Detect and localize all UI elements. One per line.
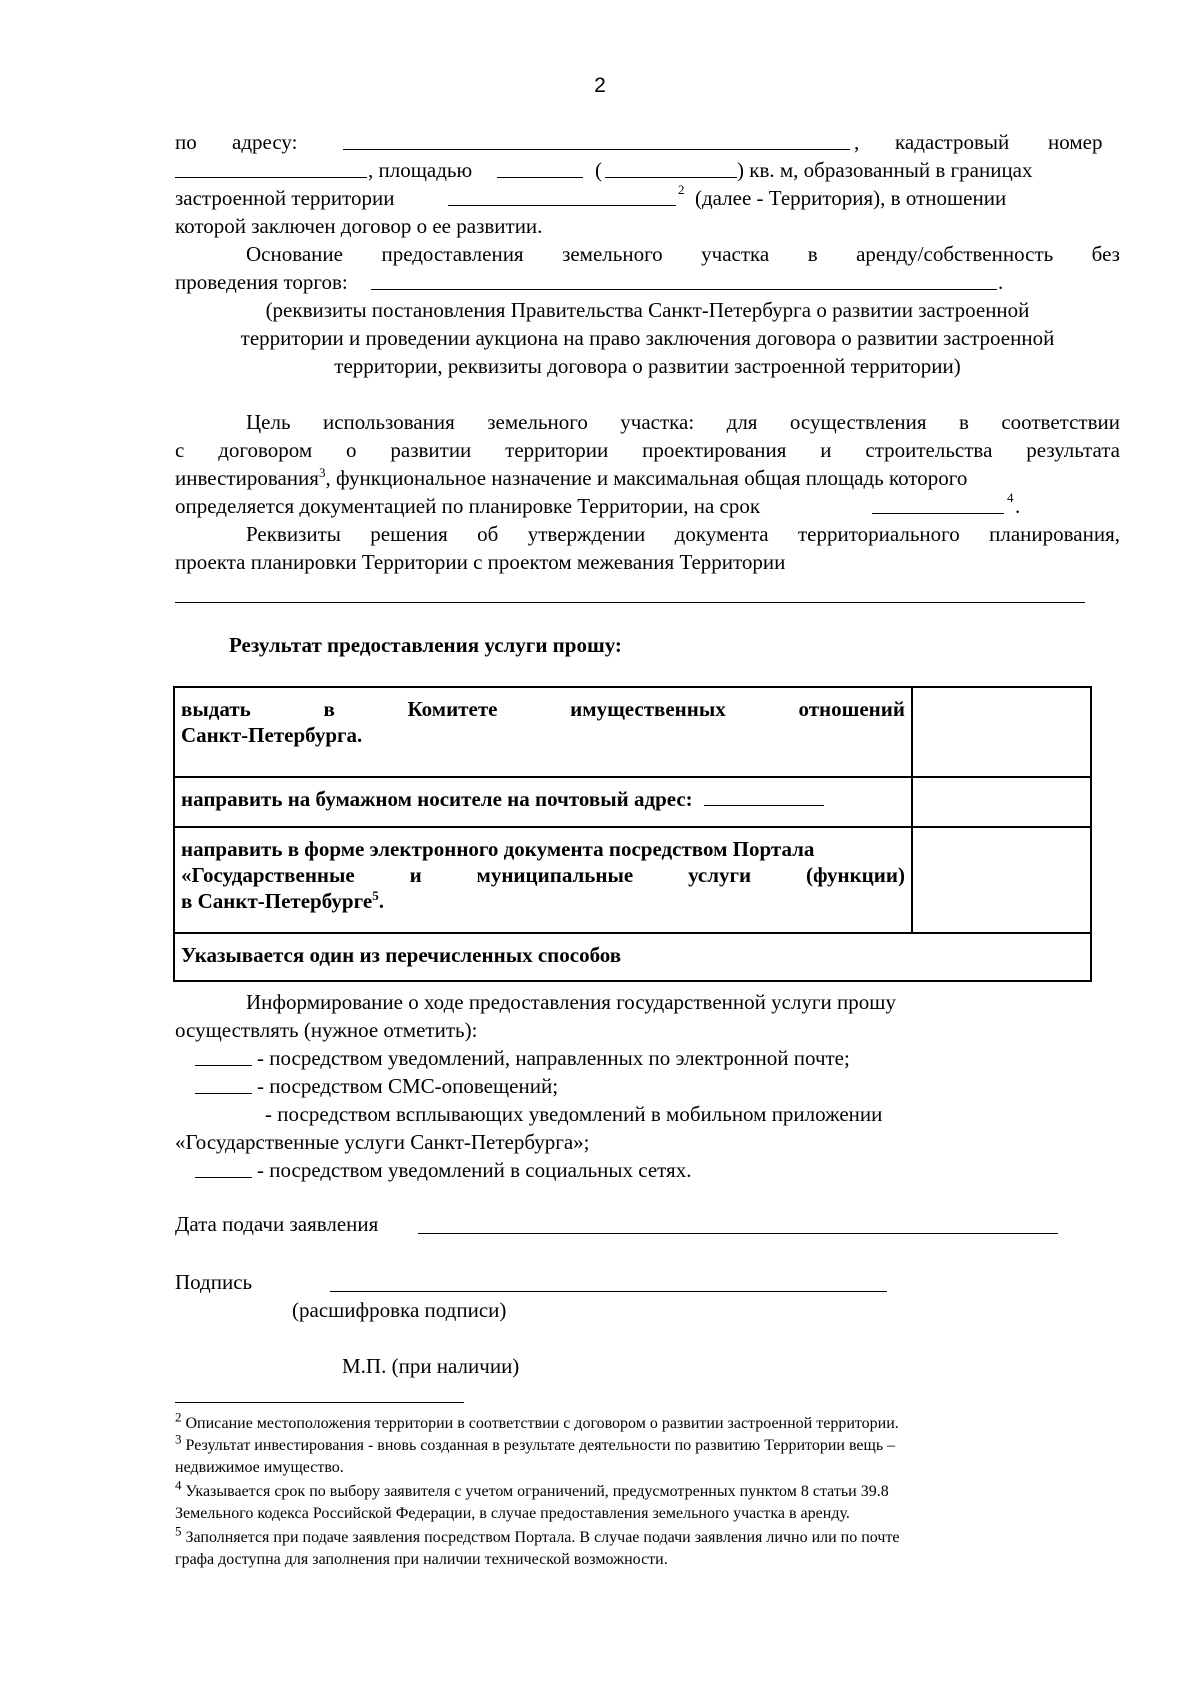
option-line (181, 862, 905, 888)
word: в (807, 242, 818, 266)
option-line: направить в форме электронного документа посредством Портала (181, 837, 815, 861)
option-cell (174, 777, 912, 827)
result-options-table (173, 686, 1092, 982)
table-row (174, 687, 1091, 777)
date-line (175, 1210, 1120, 1238)
text-functional: , функциональное назначение и максимальная общая площадь которого (325, 466, 968, 490)
cel-line-4: определяется документацией по планировке Территории, на срок 4 . (175, 490, 1021, 518)
option-text: . (378, 889, 384, 913)
text-investirovaniya: инвестирования (175, 466, 319, 490)
text-kadastr: кадастровый (895, 130, 1010, 154)
footnote-separator (175, 1402, 464, 1403)
footnote-mark: 4 (175, 1477, 182, 1493)
footnote-mark: 5 (175, 1523, 182, 1539)
word: и (409, 863, 422, 887)
signature-label: Подпись (175, 1270, 253, 1294)
cel-line-1: Цель использования земельного участка: для осуществления в соответствии (246, 410, 1120, 434)
footnote-mark: 2 (175, 1409, 182, 1425)
footnote-5 (175, 1523, 1120, 1548)
option-line (181, 696, 905, 722)
word: предоставления (381, 242, 524, 266)
osnovanie-field[interactable] (371, 270, 997, 290)
seal-place: М.П. (при наличии) (342, 1354, 520, 1378)
address-line-3: застроенной территории 2 (далее - Территория), в отношении (175, 182, 1007, 210)
footnote-text: Заполняется при подаче заявления посредством Портала. В случае подачи заявления лично или по почте (185, 1529, 900, 1546)
area-field[interactable] (497, 158, 583, 178)
footnote-mark: 3 (175, 1431, 182, 1447)
rekvizity-line-1: Реквизиты решения об утверждении документа территориального планирования, (246, 522, 1120, 546)
inform-line-2: осуществлять (нужное отметить): (175, 1018, 478, 1042)
option-checkbox-1[interactable] (912, 687, 1091, 777)
footnote-2 (175, 1409, 1120, 1434)
footnote-text: Результат инвестирования - вновь созданная в результате деятельности по развитию Территории вещь – (185, 1437, 896, 1454)
word: имущественных (570, 697, 726, 721)
page-number: 2 (594, 74, 606, 97)
text-kv-m: ) кв. м, образованный в границах (737, 158, 1033, 182)
sms-check-field[interactable] (195, 1074, 252, 1094)
option-cell (174, 827, 912, 933)
address-line-1 (175, 128, 1120, 156)
postal-address-field[interactable] (704, 786, 824, 806)
word: «Государственные (181, 863, 355, 887)
word: отношений (798, 697, 905, 721)
option-cell (174, 687, 912, 777)
cadastral-number-field[interactable] (175, 158, 367, 178)
footnote-3 (175, 1431, 1120, 1456)
signature-line (175, 1268, 1120, 1296)
inform-line-1: Информирование о ходе предоставления государственной услуги прошу (246, 990, 896, 1014)
word: (функции) (805, 863, 905, 887)
word: Основание (246, 242, 343, 266)
text-adresu: адресу: (232, 130, 298, 154)
text-period: . (998, 270, 1004, 294)
area-words-field[interactable] (605, 158, 737, 178)
text-opredelyaetsya: определяется документацией по планировке Территории, на срок (175, 494, 761, 518)
text-comma: , (854, 130, 860, 154)
word: без (1091, 242, 1120, 266)
text-open-paren: ( (595, 158, 602, 182)
word: в (323, 697, 335, 721)
option-text: - посредством уведомлений, направленных по электронной почте; (257, 1046, 850, 1070)
word: земельного (562, 242, 663, 266)
option-text: - посредством всплывающих уведомлений в мобильном приложении (265, 1102, 883, 1126)
table-row (174, 933, 1091, 981)
text-dalee: (далее - Территория), в отношении (695, 186, 1007, 210)
rekvizity-field[interactable] (175, 602, 1085, 603)
territory-field[interactable] (448, 186, 676, 206)
word: участка (701, 242, 770, 266)
footnote-text: Указывается срок по выбору заявителя с учетом ограничений, предусмотренных пунктом 8 статьи 39.8 (185, 1483, 889, 1500)
word: аренду/собственность (856, 242, 1054, 266)
option-line: Санкт-Петербурга. (181, 723, 363, 747)
text-zastroen: застроенной территории (175, 186, 395, 210)
text-ploshad: , площадью (368, 158, 473, 182)
option-text: - посредством СМС-оповещений; (257, 1074, 559, 1098)
footnote-4 (175, 1477, 1120, 1502)
date-label: Дата подачи заявления (175, 1212, 379, 1236)
footnote-4-cont: Земельного кодекса Российской Федерации, в случае предоставления земельного участка в аренду. (175, 1505, 850, 1522)
note-cell: Указывается один из перечисленных способов (174, 933, 1091, 981)
osnovanie-note-3: территории, реквизиты договора о развитии застроенной территории) (334, 354, 961, 378)
option-text: - посредством уведомлений в социальных сетях. (257, 1158, 692, 1182)
footnote-5-cont: графа доступна для заполнения при наличии технической возможности. (175, 1551, 668, 1568)
date-field[interactable] (418, 1214, 1058, 1234)
cel-line-2: с договором о развитии территории проектирования и строительства результата (175, 438, 1120, 462)
footnote-3-ref: 3 (318, 465, 326, 480)
signature-decoding: (расшифровка подписи) (292, 1298, 507, 1322)
result-heading: Результат предоставления услуги прошу: (229, 633, 622, 657)
table-row (174, 827, 1091, 933)
address-line-4: которой заключен договор о ее развитии. (175, 214, 543, 238)
word: Комитете (407, 697, 498, 721)
text-period: . (1015, 494, 1021, 518)
word: услуги (688, 863, 752, 887)
cel-line-3 (175, 464, 1120, 492)
rekvizity-line-2: проекта планировки Территории с проектом межевания Территории (175, 550, 786, 574)
text-nomer: номер (1048, 130, 1103, 154)
signature-field[interactable] (330, 1272, 887, 1292)
osnovanie-line-1 (246, 240, 1120, 268)
option-line (181, 888, 905, 914)
word: выдать (181, 697, 251, 721)
option-checkbox-2[interactable] (912, 777, 1091, 827)
word: муниципальные (476, 863, 634, 887)
option-text: в Санкт-Петербурге (181, 889, 373, 913)
table-row (174, 777, 1091, 827)
footnote-3-cont: недвижимое имущество. (175, 1459, 344, 1476)
term-field[interactable] (872, 494, 1004, 514)
text-po: по (175, 130, 197, 154)
footnote-text: Описание местоположения территории в соответствии с договором о развитии застроенной территории. (185, 1415, 899, 1432)
osnovanie-line-2 (175, 268, 1120, 296)
osnovanie-note-2: территории и проведении аукциона на право заключения договора о развитии застроенной (240, 326, 1055, 350)
address-field[interactable] (343, 130, 850, 150)
option-checkbox-3[interactable] (912, 827, 1091, 933)
email-check-field[interactable] (195, 1046, 252, 1066)
text-torgov: проведения торгов: (175, 270, 348, 294)
option-text: направить на бумажном носителе на почтовый адрес: (181, 787, 693, 811)
social-check-field[interactable] (195, 1158, 252, 1178)
osnovanie-note-1: (реквизиты постановления Правительства Санкт-Петербурга о развитии застроенной (265, 298, 1030, 322)
footnote-5-ref: 5 (372, 888, 379, 903)
inform-option-push-2: «Государственные услуги Санкт-Петербурга»; (175, 1130, 590, 1154)
